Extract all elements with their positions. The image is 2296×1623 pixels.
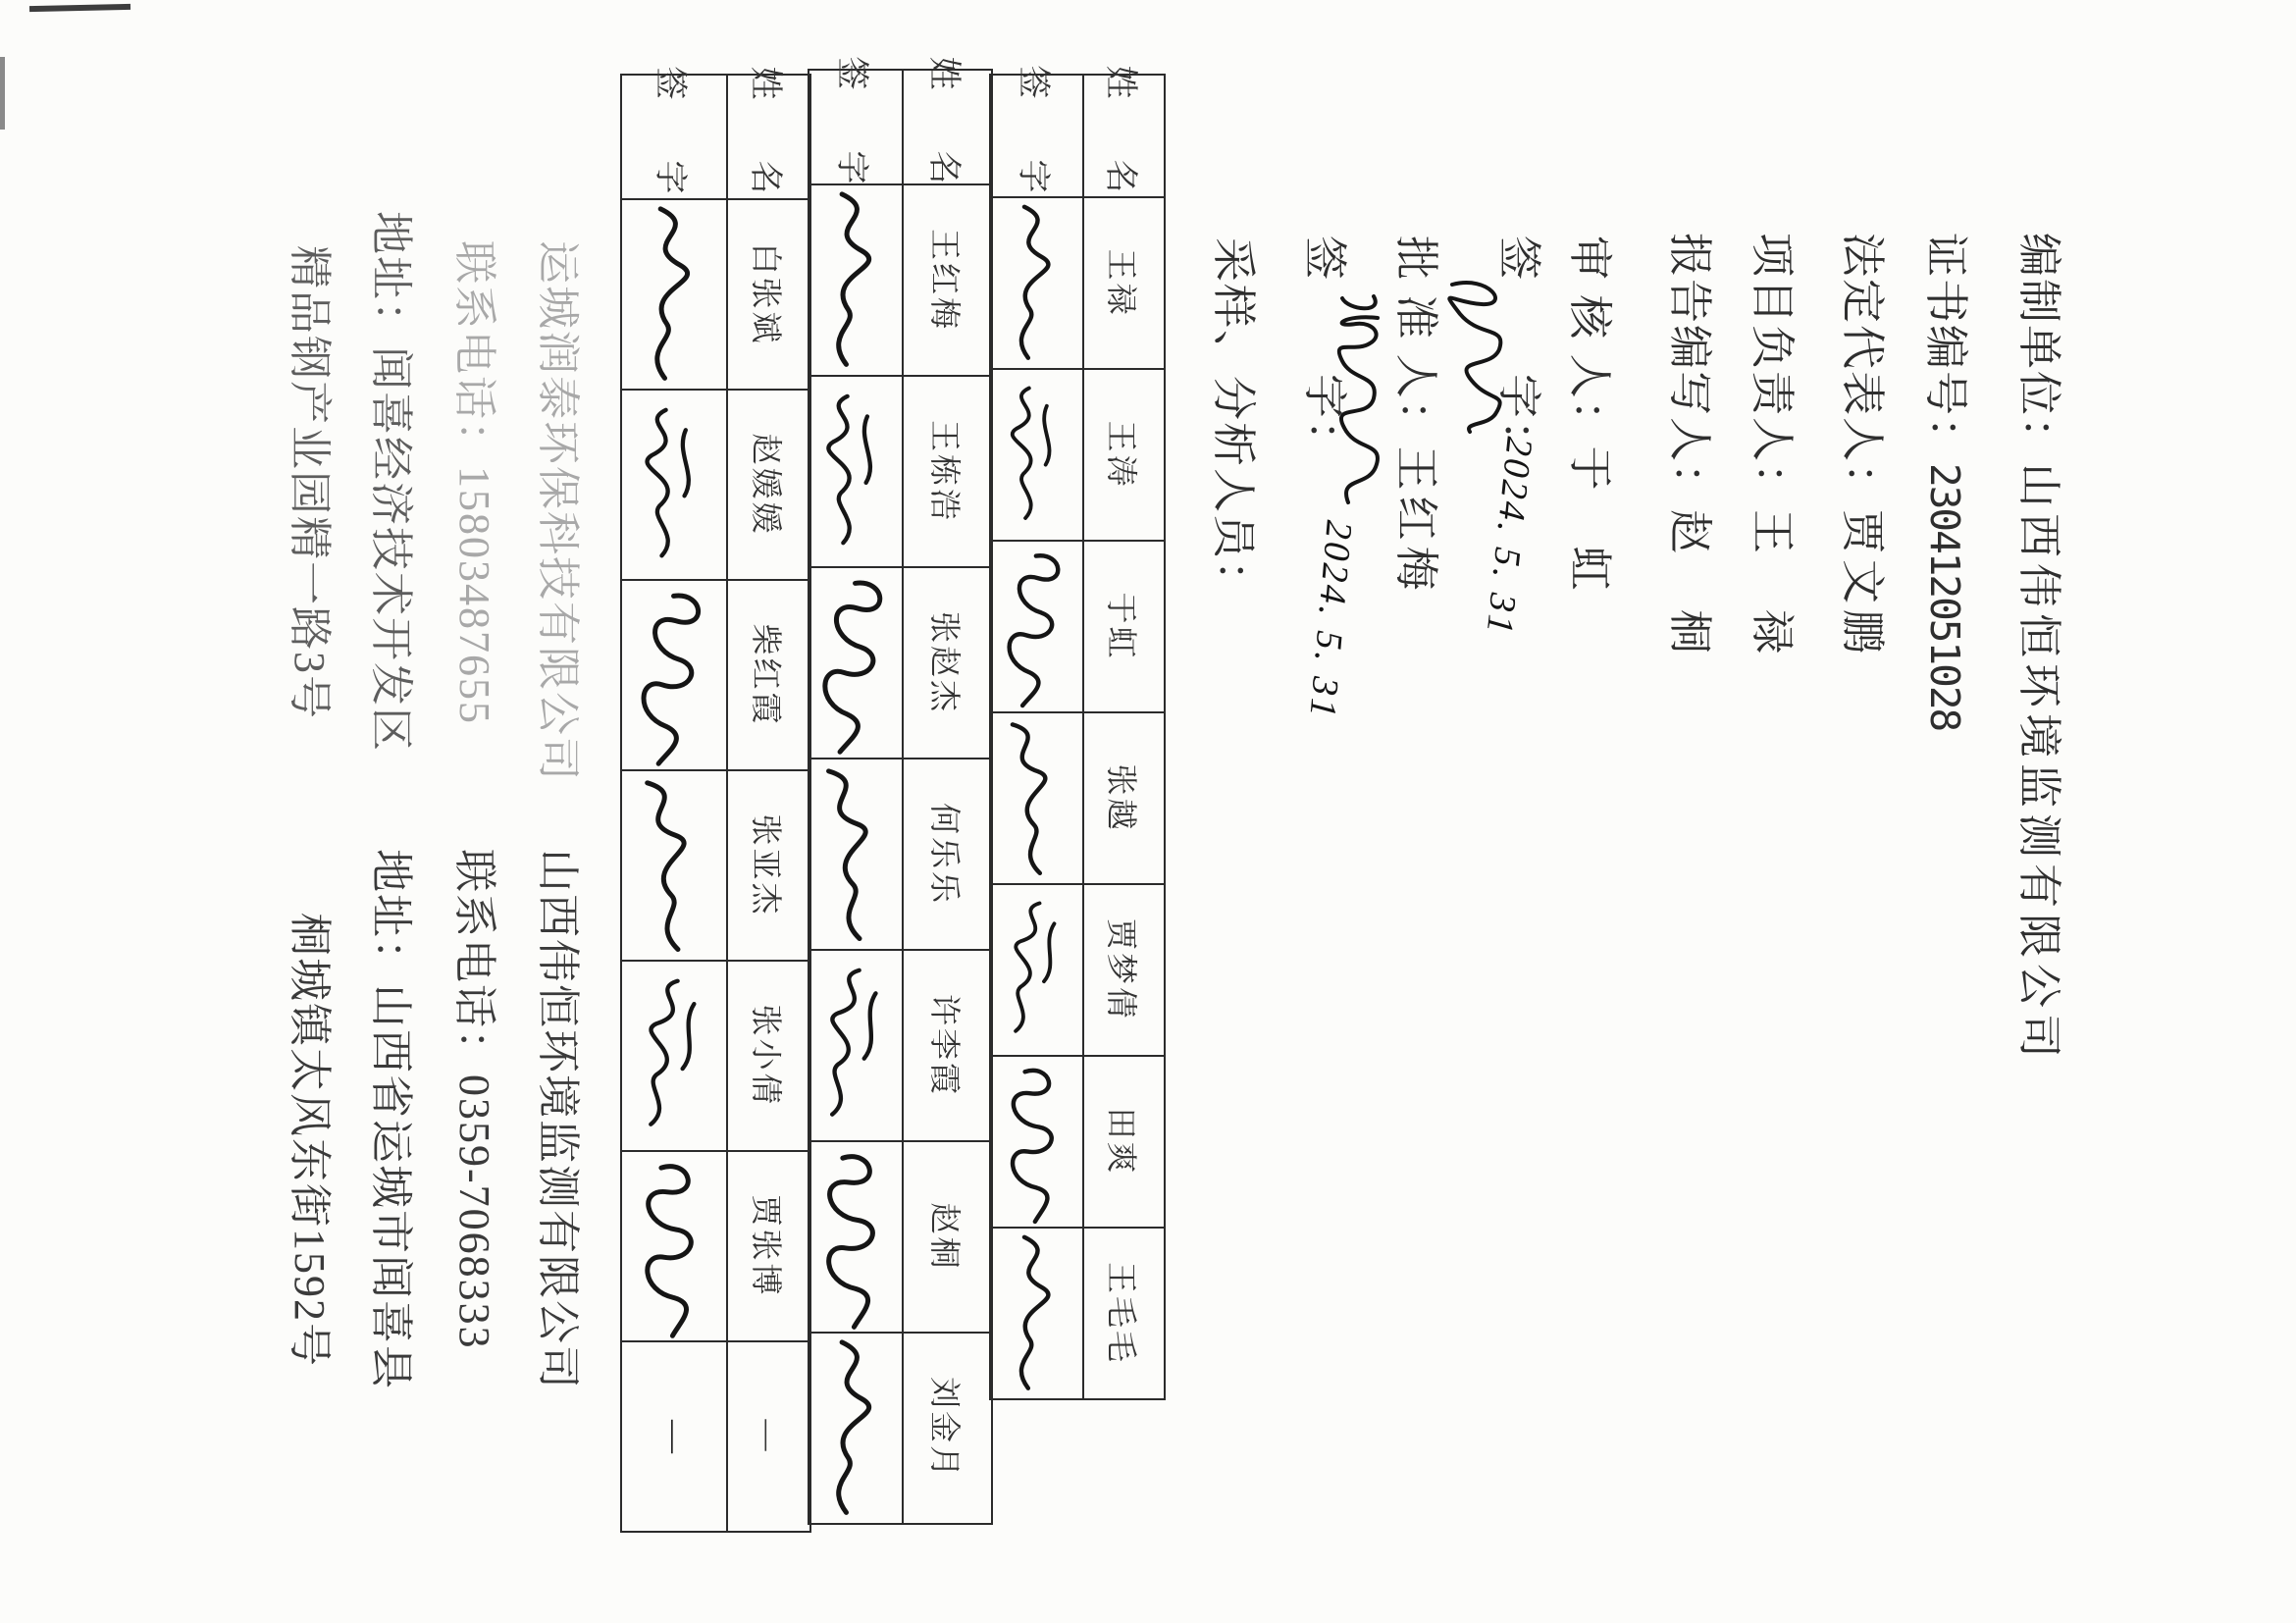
approver-label: 批 准 人： xyxy=(1391,236,1440,446)
staff-name-cell: 张小倩 xyxy=(728,960,809,1150)
line-legal-rep xyxy=(1835,233,1899,659)
signature-scribble-cell xyxy=(622,389,726,579)
signature-scribble-cell xyxy=(622,769,726,960)
signature-scribble xyxy=(615,767,730,964)
signature-scribble xyxy=(807,960,900,1131)
footer-left-address: 地址：闻喜经济技术开发区 xyxy=(367,211,415,753)
reviewer-label: 审 核 人： xyxy=(1565,236,1614,446)
staff-name-cell: 王红梅 xyxy=(904,183,991,375)
staff-name-cell: 于虹 xyxy=(1084,540,1164,711)
sign-row xyxy=(991,65,1084,1398)
staff-name-cell: 王栋浩 xyxy=(904,375,991,566)
signature-scribble xyxy=(618,1149,726,1342)
name-row-label: 姓 名 xyxy=(925,56,962,198)
signature-scribble xyxy=(624,400,720,569)
staff-name-cell: 许李霞 xyxy=(904,949,991,1140)
staff-name-cell: 刘金月 xyxy=(904,1332,991,1523)
signature-scribble-cell xyxy=(622,579,726,769)
sign-row-label: 签 字 xyxy=(652,66,689,208)
line-unit xyxy=(2011,233,2075,1064)
empty-name-cell: — xyxy=(728,1340,809,1531)
signature-scribble-cell xyxy=(809,375,902,566)
signature-scribble-cell xyxy=(991,883,1082,1055)
staff-name-cell: 王禄 xyxy=(1084,196,1164,368)
staff-name-cell: 张亚杰 xyxy=(728,769,809,960)
signature-scribble xyxy=(802,1330,907,1528)
name-row-label: 姓 名 xyxy=(1102,65,1138,207)
empty-sign-cell xyxy=(622,1340,726,1531)
project-manager-value: 王 禄 xyxy=(1748,509,1797,660)
cert-number: 230412051028 xyxy=(1921,463,1968,731)
signature-scribble-cell xyxy=(809,566,902,758)
staff-label: 采样、分析人员： xyxy=(1209,237,1258,607)
signature-scribble-cell xyxy=(991,368,1082,540)
staff-table-group-3 xyxy=(620,66,811,1533)
sign-row-label: 签 字 xyxy=(833,56,870,198)
signature-scribble xyxy=(984,1226,1086,1402)
line-project-manager xyxy=(1745,233,1808,659)
name-row xyxy=(1084,65,1164,1398)
staff-name-cell: 何乐乐 xyxy=(904,758,991,949)
sign-row-label: 签 字 xyxy=(1015,65,1051,207)
reviewer-sign-date: 2024. 5. 31 xyxy=(1478,435,1540,639)
signature-scribble xyxy=(798,562,909,762)
footer-left-company: 运城润泰环保科技有限公司 xyxy=(534,240,582,782)
signature-scribble xyxy=(620,969,724,1142)
staff-name-cell: 赵媛媛 xyxy=(728,389,809,579)
signature-scribble xyxy=(984,195,1086,372)
signature-scribble-cell xyxy=(809,1140,902,1332)
staff-name-cell: 贾梦倩 xyxy=(1084,883,1164,1055)
line-report-writer xyxy=(1662,233,1726,659)
line-cert xyxy=(1918,233,1982,730)
signature-scribble-cell xyxy=(622,198,726,389)
sign-row xyxy=(622,66,728,1531)
sign1-label: 签 字： xyxy=(1494,236,1543,467)
line-reviewer xyxy=(1562,236,1626,597)
line-staff-heading xyxy=(1206,237,1270,606)
signature-scribble-cell xyxy=(622,1150,726,1340)
staff-name-cell: 赵桐 xyxy=(904,1140,991,1332)
staff-name-cell: 张越 xyxy=(1084,711,1164,883)
signature-scribble xyxy=(802,182,907,380)
footer-right-phone: 联系电话：0359-7068333 xyxy=(450,849,498,1350)
sign-row xyxy=(809,56,904,1523)
dash: — xyxy=(656,1420,693,1453)
footer-right-address: 地址：山西省运城市闻喜县 xyxy=(367,849,415,1390)
approver-signature-scribble xyxy=(1285,285,1413,515)
signature-scribble xyxy=(989,893,1079,1046)
signature-scribble-cell xyxy=(809,183,902,375)
staff-name-cell: 王涛 xyxy=(1084,368,1164,540)
signature-scribble xyxy=(811,388,897,556)
footer-right-address2: 桐城镇太风东街1592号 xyxy=(286,913,334,1368)
legal-rep-label: 法定代表人： xyxy=(1838,233,1887,510)
signature-scribble xyxy=(981,537,1088,715)
cert-label: 证书编号： xyxy=(1921,233,1970,464)
reviewer-signature-scribble xyxy=(1416,267,1529,439)
staff-name-cell: 柴红霞 xyxy=(728,579,809,769)
unit-label: 编制单位： xyxy=(2014,233,2063,464)
signature-scribble-cell xyxy=(809,758,902,949)
name-row xyxy=(904,56,991,1523)
staff-name-cell: 白张斌 xyxy=(728,198,809,389)
signature-scribble-cell xyxy=(622,960,726,1150)
signature-scribble-cell xyxy=(991,711,1082,883)
reviewer-value: 于 虹 xyxy=(1565,445,1614,597)
report-writer-label: 报告编写人： xyxy=(1665,233,1714,510)
footer-right-company: 山西伟恒环境监测有限公司 xyxy=(534,849,582,1390)
name-row-label: 姓 名 xyxy=(747,66,783,208)
signature-scribble xyxy=(807,1140,902,1335)
signature-scribble xyxy=(985,710,1084,885)
signature-scribble-cell xyxy=(991,540,1082,711)
signature-scribble-cell xyxy=(991,196,1082,368)
signature-scribble-cell xyxy=(991,1227,1082,1398)
signature-scribble xyxy=(988,1056,1081,1229)
footer-left-address2: 精品钢产业园精一路3号 xyxy=(286,245,334,720)
signature-scribble-cell xyxy=(991,1055,1082,1227)
approver-value: 王红梅 xyxy=(1391,445,1440,597)
staff-table-group-2 xyxy=(808,56,993,1525)
report-writer-value: 赵 桐 xyxy=(1665,509,1714,660)
staff-name-cell: 田爽 xyxy=(1084,1055,1164,1227)
legal-rep-value: 贾文鹏 xyxy=(1838,509,1887,660)
unit-value: 山西伟恒环境监测有限公司 xyxy=(2014,463,2063,1065)
staff-name-cell: 贾张博 xyxy=(728,1150,809,1340)
signature-scribble xyxy=(993,380,1076,530)
project-manager-label: 项目负责人： xyxy=(1748,233,1797,510)
approver-sign-date: 2024. 5. 31 xyxy=(1301,518,1360,722)
staff-name-cell: 王毛毛 xyxy=(1084,1227,1164,1398)
sign2-label: 签 字： xyxy=(1300,236,1349,467)
signature-scribble-cell xyxy=(809,949,902,1140)
staff-name-cell: 张赵杰 xyxy=(904,566,991,758)
footer-left-phone: 联系电话：15803487655 xyxy=(450,240,498,725)
name-row xyxy=(728,66,809,1531)
signature-scribble-cell xyxy=(809,1332,902,1523)
signature-scribble xyxy=(803,756,905,953)
staff-table-group-1 xyxy=(989,65,1166,1400)
signature-scribble xyxy=(613,195,731,393)
signature-scribble xyxy=(610,575,734,776)
